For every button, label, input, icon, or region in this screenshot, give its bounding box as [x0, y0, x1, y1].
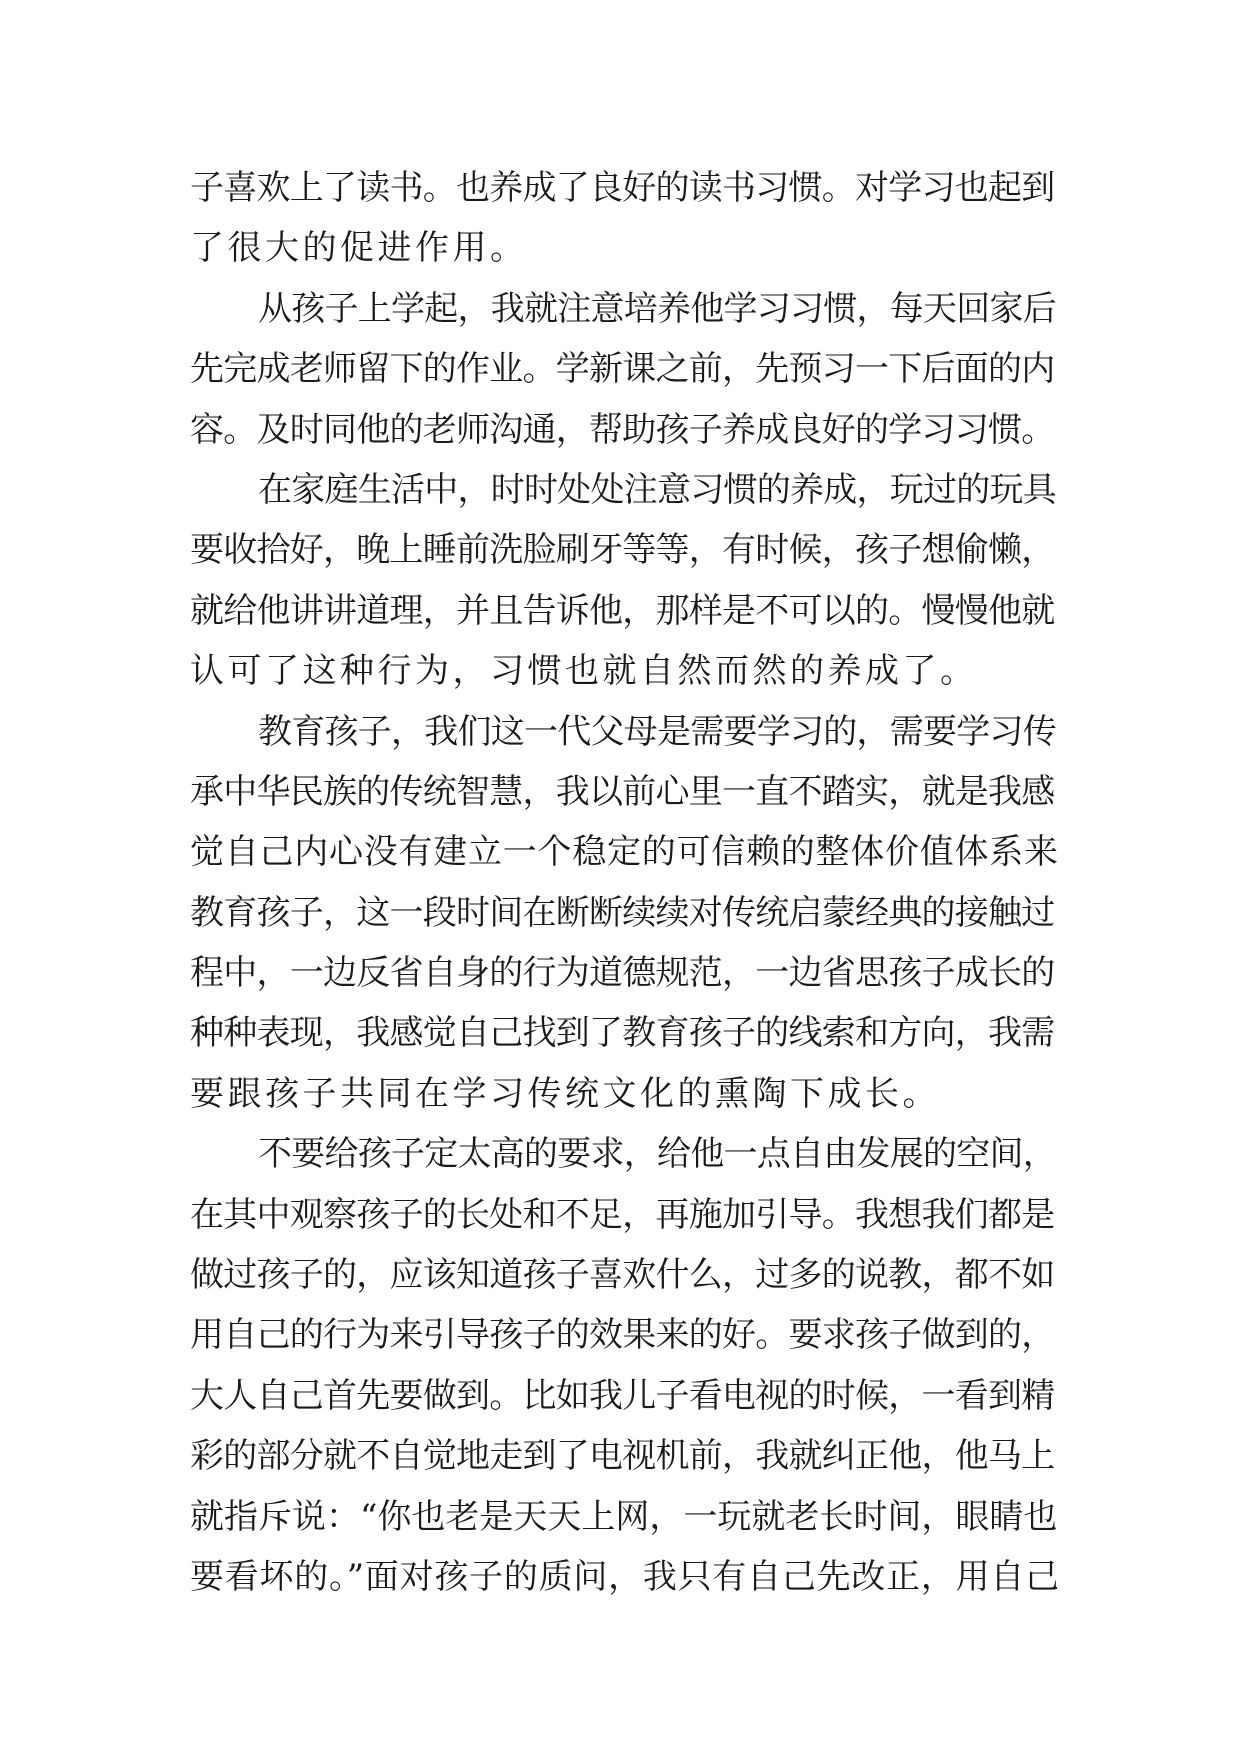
- text-line: 容。及时同他的老师沟通，帮助孩子养成良好的学习习惯。: [190, 409, 1055, 450]
- text-line: 在家庭生活中，时时处处注意习惯的养成，玩过的玩具: [258, 469, 1056, 510]
- text-line: 大人自己首先要做到。比如我儿子看电视的时候，一看到精: [190, 1375, 1055, 1416]
- text-line: 教育孩子，我们这一代父母是需要学习的，需要学习传: [258, 711, 1056, 752]
- text-line: 就指斥说：“你也老是天天上网，一玩就老长时间，眼睛也: [190, 1496, 1058, 1537]
- text-line: 教育孩子，这一段时间在断断续续对传统启蒙经典的接触过: [190, 892, 1055, 933]
- text-line: 要跟孩子共同在学习传统文化的熏陶下成长。: [190, 1073, 940, 1114]
- text-line: 程中，一边反省自身的行为道德规范，一边省思孩子成长的: [190, 953, 1055, 994]
- text-line: 承中华民族的传统智慧，我以前心里一直不踏实，就是我感: [190, 771, 1055, 812]
- body-text: [190, 158, 1060, 1607]
- text-line: 彩的部分就不自觉地走到了电视机前，我就纠正他，他马上: [190, 1436, 1055, 1477]
- text-line: 要看坏的。”面对孩子的质问，我只有自己先改正，用自己: [190, 1556, 1060, 1597]
- text-line: 种种表现，我感觉自己找到了教育孩子的线索和方向，我需: [190, 1013, 1055, 1054]
- text-line: 要收拾好，晚上睡前洗脸刷牙等等，有时候，孩子想偷懒，: [190, 530, 1055, 571]
- text-line: 先完成老师留下的作业。学新课之前，先预习一下后面的内: [190, 349, 1055, 390]
- text-line: 子喜欢上了读书。也养成了良好的读书习惯。对学习也起到: [190, 168, 1055, 208]
- text-line: 认可了这种行为，习惯也就自然而然的养成了。: [190, 651, 978, 692]
- text-line: 在其中观察孩子的长处和不足，再施加引导。我想我们都是: [190, 1194, 1055, 1235]
- text-line: 用自己的行为来引导孩子的效果来的好。要求孩子做到的，: [190, 1315, 1055, 1356]
- text-line: 就给他讲讲道理，并且告诉他，那样是不可以的。慢慢他就: [190, 590, 1055, 631]
- text-line: 觉自己内心没有建立一个稳定的可信赖的整体价值体系来: [190, 832, 1059, 873]
- text-line: 了很大的促进作用。: [190, 228, 528, 269]
- text-line: 从孩子上学起，我就注意培养他学习习惯，每天回家后: [258, 288, 1056, 329]
- text-line: 做过孩子的，应该知道孩子喜欢什么，过多的说教，都不如: [190, 1255, 1055, 1296]
- text-line: 不要给孩子定太高的要求，给他一点自由发展的空间，: [258, 1134, 1056, 1175]
